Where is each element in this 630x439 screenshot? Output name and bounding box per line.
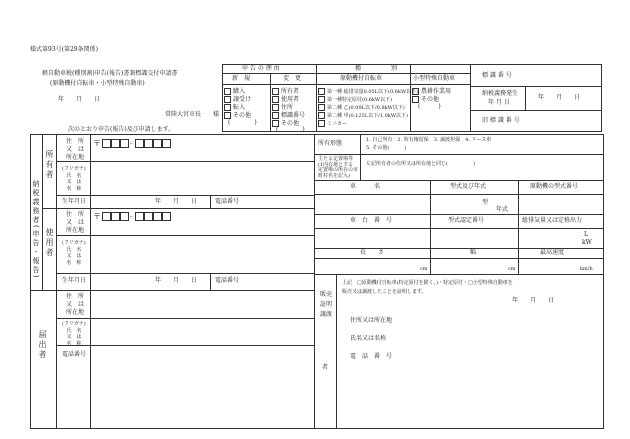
storage-place-label: 主たる定置場等(1内在地とする定置場の所在の市町村名を記入) bbox=[318, 156, 359, 179]
engine-model-label: 原動機の型式番号 bbox=[530, 183, 579, 190]
moped-type-1[interactable]: 第一種 総排気量0.05L以下(0.6kW以下) bbox=[318, 88, 418, 95]
reason-change-5[interactable]: その他 bbox=[272, 120, 299, 127]
change-heading: 変 更 bbox=[283, 75, 302, 82]
small-special-heading: 小型特殊自動車 bbox=[413, 75, 456, 82]
filer-group-label: 届出者 bbox=[38, 330, 47, 360]
owner-postal-box[interactable] bbox=[162, 139, 171, 148]
owner-postal-box[interactable] bbox=[102, 139, 111, 148]
user-address-label: 住 所 又 は 所在地 bbox=[66, 211, 85, 234]
filer-name-label: (フリガナ) 氏 名 又 は 名 称 bbox=[62, 321, 86, 347]
addressee: 常陸大宮市長 様 bbox=[165, 111, 220, 118]
filer-phone-label: 電話番号 bbox=[62, 351, 87, 358]
disp-unit-l: L bbox=[584, 231, 588, 238]
seller-side-label-1: 販売 bbox=[320, 291, 333, 298]
owner-birth-value[interactable]: 年 月 日 bbox=[155, 198, 198, 205]
moped-type-4[interactable]: 第二種 甲(0.125L以下/1.0kW以下) bbox=[318, 112, 408, 119]
length-unit: cm bbox=[420, 266, 428, 272]
filer-address-label: 住 所 又 は 所在地 bbox=[66, 293, 85, 316]
seller-phone-label: 電 話 番 号 bbox=[350, 353, 393, 360]
owner-birth-label: 生年月日 bbox=[62, 198, 87, 205]
new-heading: 新 規 bbox=[232, 75, 251, 82]
ownership-options-2[interactable]: 5. その他( ) bbox=[366, 145, 407, 151]
form-subtitle: (原動機付自転車・小型特殊自動車) bbox=[50, 80, 145, 87]
owner-postal-box[interactable] bbox=[135, 139, 144, 148]
owner-postal-box[interactable] bbox=[111, 139, 120, 148]
reason-heading: 申 告 の 理 由 bbox=[242, 65, 280, 72]
seller-side-label-2: 証明 bbox=[320, 301, 333, 308]
reason-new-3[interactable]: 転入 bbox=[224, 104, 245, 111]
transfer-text-2: 販売又は譲渡したことを証明します。 bbox=[342, 289, 427, 295]
maker-label: 車 名 bbox=[350, 183, 381, 190]
form-title: 軽自動車税(種別割)申告(報告)書兼標識交付申請書 bbox=[42, 70, 178, 77]
transfer-text-1: 上記 □原動機付自転車(特定原付を除く。)・特定原付・□小型特殊自動車を bbox=[342, 280, 513, 286]
small-type-other: ( ) bbox=[418, 103, 441, 110]
disp-unit-kw: kW bbox=[582, 239, 592, 246]
moped-type-5[interactable]: ミニカー bbox=[318, 120, 347, 127]
tax-date-value[interactable]: 年 月 日 bbox=[538, 94, 581, 101]
user-postal-box[interactable] bbox=[162, 212, 171, 221]
intro-text: 次のとおり申告(報告)及び申請します。 bbox=[68, 126, 175, 133]
owner-postal-mark: 〒 bbox=[93, 139, 101, 148]
seller-side-label-4: 者 bbox=[322, 364, 329, 371]
year-unit: 年式 bbox=[496, 206, 509, 213]
main-table bbox=[30, 134, 604, 429]
user-group-label: 使用者 bbox=[45, 228, 54, 258]
tax-date-label: 納税義務発生 bbox=[482, 90, 519, 97]
frame-number-label: 車 台 番 号 bbox=[350, 217, 393, 224]
user-postal-box[interactable] bbox=[102, 212, 111, 221]
reason-new-1[interactable]: 購入 bbox=[224, 88, 245, 95]
reason-new-other: ( ) bbox=[228, 119, 257, 126]
type-cert-label: 型式認定番号 bbox=[448, 217, 485, 224]
reason-change-3[interactable]: 住所 bbox=[272, 104, 293, 111]
same-as-owner-text[interactable]: 左記所有者の住所又は所在地と同じ( ) bbox=[366, 161, 475, 167]
moped-heading: 原動機付自転車 bbox=[340, 75, 383, 82]
seller-address-label: 住所又は所在地 bbox=[350, 317, 393, 324]
height-label: 最高速度 bbox=[540, 249, 565, 256]
owner-postal-box[interactable] bbox=[144, 139, 153, 148]
ownership-label: 所有形態 bbox=[318, 140, 343, 147]
reason-new-2[interactable]: 譲受け bbox=[224, 96, 251, 103]
width-label: 幅 bbox=[470, 249, 477, 256]
category-heading: 種 別 bbox=[355, 65, 398, 72]
seller-name-label: 氏名又は名称 bbox=[350, 335, 387, 342]
user-birth-label: 生年月日 bbox=[62, 277, 87, 284]
taxpayer-side-label: 納税義務者(申告・報告) bbox=[32, 180, 40, 280]
moped-type-2[interactable]: 第一種特定原付(0.6kW以下) bbox=[318, 96, 392, 103]
model-unit: 型 bbox=[482, 199, 489, 206]
displacement-label: 総排気量又は定格出力 bbox=[522, 217, 583, 224]
moped-type-3[interactable]: 第二種 乙(0.09L以下/0.8kW以下) bbox=[318, 104, 405, 111]
user-postal-box[interactable] bbox=[153, 212, 162, 221]
reason-change-other: ( ) bbox=[276, 126, 305, 133]
user-postal-box[interactable] bbox=[111, 212, 120, 221]
old-plate-label: 旧 標 識 番 号 bbox=[482, 117, 520, 124]
user-postal-box[interactable] bbox=[144, 212, 153, 221]
small-type-1[interactable]: 農耕作業用 bbox=[412, 88, 451, 95]
width-unit: cm bbox=[508, 266, 516, 272]
reason-new-4[interactable]: その他 bbox=[224, 112, 251, 119]
reason-change-2[interactable]: 使用者 bbox=[272, 96, 299, 103]
reason-change-1[interactable]: 所有者 bbox=[272, 88, 299, 95]
small-type-2[interactable]: その他 bbox=[412, 96, 439, 103]
user-name-label: (フリガナ) 氏 名 又 は 名 称 bbox=[62, 240, 86, 266]
user-postal-mark: 〒 bbox=[93, 212, 101, 221]
user-postal-box[interactable] bbox=[135, 212, 144, 221]
length-label: 長 さ bbox=[360, 249, 385, 256]
form-number: 様式第93号(第29条関係) bbox=[30, 46, 98, 53]
submission-date: 年 月 日 bbox=[58, 96, 101, 103]
ownership-options[interactable]: 1. 自己所有 2. 所有権留保 3. 譲渡担保 4. リース車 bbox=[366, 137, 492, 143]
owner-phone-label: 電話番号 bbox=[215, 198, 240, 205]
user-phone-label: 電話番号 bbox=[215, 277, 240, 284]
plate-number-label: 標 識 番 号 bbox=[482, 72, 512, 79]
owner-postal-box[interactable] bbox=[153, 139, 162, 148]
seller-side-label-3: 譲渡 bbox=[320, 311, 333, 318]
user-birth-value[interactable]: 年 月 日 bbox=[155, 277, 198, 284]
reason-change-4[interactable]: 標識番号 bbox=[272, 112, 305, 119]
tax-date-label-2: 年 月 日 bbox=[488, 99, 510, 106]
owner-postal-box[interactable] bbox=[120, 139, 129, 148]
user-postal-box[interactable] bbox=[120, 212, 129, 221]
owner-name-label: (フリガナ) 氏 名 又 は 名 称 bbox=[62, 166, 86, 192]
transfer-date[interactable]: 年 月 日 bbox=[512, 297, 555, 304]
owner-address-label: 住 所 又 は 所在地 bbox=[66, 138, 85, 161]
owner-group-label: 所有者 bbox=[45, 150, 54, 180]
speed-unit: km/h bbox=[580, 266, 593, 272]
model-year-label: 型式及び年式 bbox=[450, 183, 487, 190]
